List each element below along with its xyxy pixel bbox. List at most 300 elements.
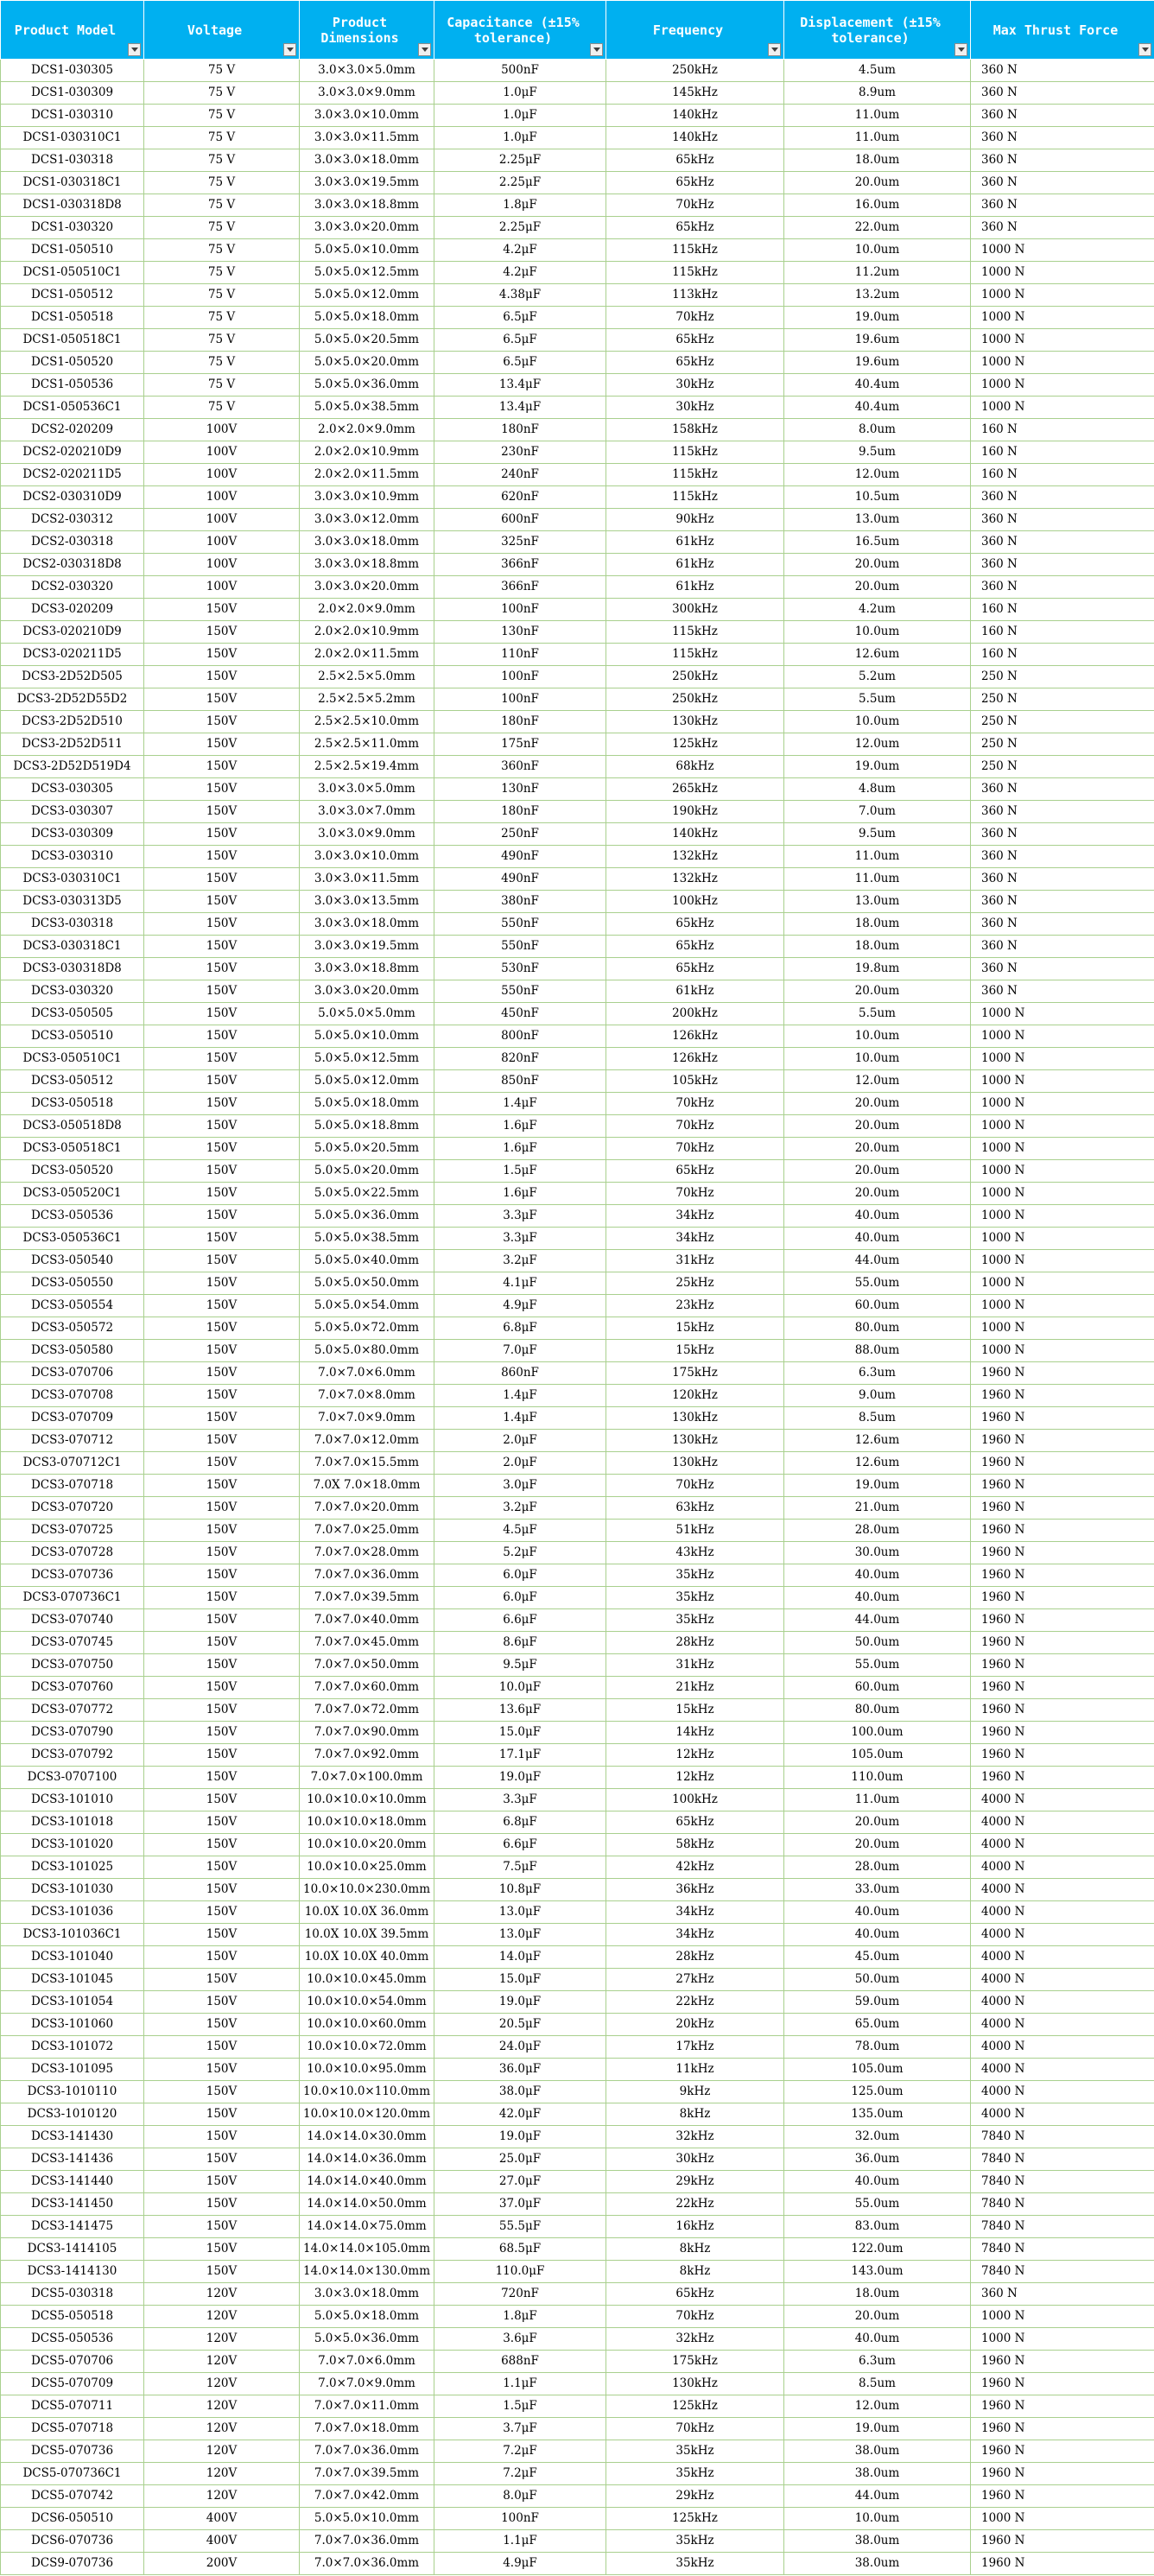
- cell-product-model[interactable]: DCS3-070740: [1, 1609, 144, 1632]
- cell-product-model[interactable]: DCS6-070736: [1, 2530, 144, 2553]
- cell-voltage[interactable]: 120V: [144, 2328, 300, 2351]
- cell-max-thrust-force[interactable]: 1960 N: [971, 1587, 1154, 1609]
- cell-displacement[interactable]: 20.0um: [784, 172, 971, 194]
- cell-max-thrust-force[interactable]: 1000 N: [971, 1205, 1154, 1228]
- cell-capacitance[interactable]: 4.9μF: [434, 2553, 606, 2575]
- cell-product-dimensions[interactable]: 7.0×7.0×50.0mm: [300, 1654, 434, 1677]
- cell-product-dimensions[interactable]: 5.0×5.0×10.0mm: [300, 2508, 434, 2530]
- cell-capacitance[interactable]: 13.4μF: [434, 374, 606, 397]
- cell-displacement[interactable]: 20.0um: [784, 2306, 971, 2328]
- cell-product-model[interactable]: DCS6-050510: [1, 2508, 144, 2530]
- cell-voltage[interactable]: 120V: [144, 2306, 300, 2328]
- cell-frequency[interactable]: 51kHz: [606, 1520, 784, 1542]
- cell-voltage[interactable]: 75 V: [144, 284, 300, 307]
- cell-capacitance[interactable]: 800nF: [434, 1025, 606, 1048]
- cell-frequency[interactable]: 70kHz: [606, 1093, 784, 1115]
- cell-displacement[interactable]: 5.2um: [784, 666, 971, 688]
- cell-frequency[interactable]: 22kHz: [606, 2193, 784, 2216]
- cell-product-dimensions[interactable]: 2.0×2.0×9.0mm: [300, 599, 434, 621]
- cell-product-dimensions[interactable]: 5.0×5.0×12.0mm: [300, 1070, 434, 1093]
- cell-frequency[interactable]: 25kHz: [606, 1272, 784, 1295]
- cell-capacitance[interactable]: 17.1μF: [434, 1744, 606, 1767]
- cell-displacement[interactable]: 88.0um: [784, 1340, 971, 1362]
- cell-max-thrust-force[interactable]: 1000 N: [971, 1138, 1154, 1160]
- cell-voltage[interactable]: 150V: [144, 1497, 300, 1520]
- cell-voltage[interactable]: 120V: [144, 2418, 300, 2440]
- cell-frequency[interactable]: 250kHz: [606, 688, 784, 711]
- cell-max-thrust-force[interactable]: 1000 N: [971, 1317, 1154, 1340]
- cell-max-thrust-force[interactable]: 1960 N: [971, 2485, 1154, 2508]
- cell-displacement[interactable]: 20.0um: [784, 1183, 971, 1205]
- cell-voltage[interactable]: 75 V: [144, 329, 300, 352]
- cell-frequency[interactable]: 158kHz: [606, 419, 784, 441]
- cell-voltage[interactable]: 75 V: [144, 60, 300, 82]
- cell-capacitance[interactable]: 38.0μF: [434, 2081, 606, 2103]
- cell-displacement[interactable]: 19.6um: [784, 352, 971, 374]
- cell-max-thrust-force[interactable]: 1000 N: [971, 1160, 1154, 1183]
- cell-displacement[interactable]: 38.0um: [784, 2440, 971, 2463]
- cell-displacement[interactable]: 38.0um: [784, 2530, 971, 2553]
- cell-voltage[interactable]: 150V: [144, 1789, 300, 1811]
- cell-product-model[interactable]: DCS5-070742: [1, 2485, 144, 2508]
- cell-max-thrust-force[interactable]: 1000 N: [971, 1003, 1154, 1025]
- cell-max-thrust-force[interactable]: 360 N: [971, 105, 1154, 127]
- cell-capacitance[interactable]: 3.3μF: [434, 1205, 606, 1228]
- cell-displacement[interactable]: 125.0um: [784, 2081, 971, 2103]
- cell-product-dimensions[interactable]: 3.0×3.0×5.0mm: [300, 778, 434, 801]
- cell-max-thrust-force[interactable]: 360 N: [971, 980, 1154, 1003]
- cell-max-thrust-force[interactable]: 160 N: [971, 599, 1154, 621]
- cell-voltage[interactable]: 150V: [144, 1048, 300, 1070]
- cell-capacitance[interactable]: 1.5μF: [434, 2395, 606, 2418]
- cell-voltage[interactable]: 150V: [144, 1969, 300, 1991]
- cell-displacement[interactable]: 11.0um: [784, 105, 971, 127]
- cell-voltage[interactable]: 150V: [144, 1228, 300, 1250]
- cell-displacement[interactable]: 8.0um: [784, 419, 971, 441]
- cell-product-dimensions[interactable]: 7.0×7.0×18.0mm: [300, 2418, 434, 2440]
- cell-product-model[interactable]: DCS3-070728: [1, 1542, 144, 1564]
- cell-product-model[interactable]: DCS3-050518C1: [1, 1138, 144, 1160]
- cell-max-thrust-force[interactable]: 1960 N: [971, 1497, 1154, 1520]
- cell-product-dimensions[interactable]: 3.0×3.0×19.5mm: [300, 936, 434, 958]
- cell-displacement[interactable]: 18.0um: [784, 149, 971, 172]
- cell-max-thrust-force[interactable]: 1000 N: [971, 1272, 1154, 1295]
- cell-frequency[interactable]: 17kHz: [606, 2036, 784, 2059]
- cell-capacitance[interactable]: 4.38μF: [434, 284, 606, 307]
- filter-dropdown-icon[interactable]: [283, 43, 296, 56]
- cell-product-model[interactable]: DCS1-050520: [1, 352, 144, 374]
- cell-frequency[interactable]: 8kHz: [606, 2261, 784, 2283]
- cell-capacitance[interactable]: 19.0μF: [434, 1991, 606, 2014]
- cell-displacement[interactable]: 13.0um: [784, 509, 971, 531]
- cell-displacement[interactable]: 28.0um: [784, 1520, 971, 1542]
- cell-product-model[interactable]: DCS3-050518: [1, 1093, 144, 1115]
- cell-frequency[interactable]: 30kHz: [606, 2148, 784, 2171]
- cell-frequency[interactable]: 125kHz: [606, 2395, 784, 2418]
- cell-product-dimensions[interactable]: 7.0×7.0×20.0mm: [300, 1497, 434, 1520]
- cell-capacitance[interactable]: 13.4μF: [434, 397, 606, 419]
- cell-voltage[interactable]: 120V: [144, 2463, 300, 2485]
- cell-voltage[interactable]: 150V: [144, 980, 300, 1003]
- cell-capacitance[interactable]: 10.8μF: [434, 1879, 606, 1901]
- cell-capacitance[interactable]: 13.0μF: [434, 1901, 606, 1924]
- cell-max-thrust-force[interactable]: 1960 N: [971, 1407, 1154, 1430]
- cell-max-thrust-force[interactable]: 360 N: [971, 554, 1154, 576]
- cell-frequency[interactable]: 34kHz: [606, 1228, 784, 1250]
- cell-frequency[interactable]: 8kHz: [606, 2103, 784, 2126]
- cell-product-model[interactable]: DCS3-070760: [1, 1677, 144, 1699]
- cell-capacitance[interactable]: 1.6μF: [434, 1115, 606, 1138]
- cell-capacitance[interactable]: 1.6μF: [434, 1183, 606, 1205]
- cell-max-thrust-force[interactable]: 1000 N: [971, 2508, 1154, 2530]
- cell-product-model[interactable]: DCS2-030318D8: [1, 554, 144, 576]
- cell-capacitance[interactable]: 68.5μF: [434, 2238, 606, 2261]
- cell-displacement[interactable]: 12.0um: [784, 2395, 971, 2418]
- cell-voltage[interactable]: 150V: [144, 1587, 300, 1609]
- cell-voltage[interactable]: 150V: [144, 1834, 300, 1856]
- cell-frequency[interactable]: 31kHz: [606, 1654, 784, 1677]
- cell-product-dimensions[interactable]: 2.0×2.0×11.5mm: [300, 644, 434, 666]
- cell-capacitance[interactable]: 1.6μF: [434, 1138, 606, 1160]
- cell-frequency[interactable]: 140kHz: [606, 105, 784, 127]
- cell-displacement[interactable]: 16.0um: [784, 194, 971, 217]
- cell-voltage[interactable]: 150V: [144, 666, 300, 688]
- cell-frequency[interactable]: 70kHz: [606, 307, 784, 329]
- cell-product-model[interactable]: DCS1-030310: [1, 105, 144, 127]
- cell-frequency[interactable]: 115kHz: [606, 644, 784, 666]
- cell-max-thrust-force[interactable]: 1960 N: [971, 1362, 1154, 1385]
- cell-product-model[interactable]: DCS3-050536C1: [1, 1228, 144, 1250]
- cell-product-dimensions[interactable]: 2.0×2.0×9.0mm: [300, 419, 434, 441]
- cell-max-thrust-force[interactable]: 1000 N: [971, 239, 1154, 262]
- cell-product-model[interactable]: DCS3-030318C1: [1, 936, 144, 958]
- cell-frequency[interactable]: 58kHz: [606, 1834, 784, 1856]
- cell-max-thrust-force[interactable]: 1960 N: [971, 1744, 1154, 1767]
- cell-displacement[interactable]: 65.0um: [784, 2014, 971, 2036]
- cell-voltage[interactable]: 150V: [144, 2238, 300, 2261]
- cell-capacitance[interactable]: 1.5μF: [434, 1160, 606, 1183]
- cell-displacement[interactable]: 122.0um: [784, 2238, 971, 2261]
- cell-capacitance[interactable]: 37.0μF: [434, 2193, 606, 2216]
- cell-frequency[interactable]: 35kHz: [606, 2440, 784, 2463]
- cell-frequency[interactable]: 36kHz: [606, 1879, 784, 1901]
- cell-product-dimensions[interactable]: 7.0×7.0×39.5mm: [300, 2463, 434, 2485]
- cell-capacitance[interactable]: 9.5μF: [434, 1654, 606, 1677]
- cell-product-model[interactable]: DCS5-030318: [1, 2283, 144, 2306]
- cell-displacement[interactable]: 10.0um: [784, 239, 971, 262]
- cell-displacement[interactable]: 80.0um: [784, 1317, 971, 1340]
- cell-capacitance[interactable]: 2.0μF: [434, 1452, 606, 1475]
- cell-voltage[interactable]: 200V: [144, 2553, 300, 2575]
- cell-frequency[interactable]: 65kHz: [606, 329, 784, 352]
- cell-product-model[interactable]: DCS5-050518: [1, 2306, 144, 2328]
- cell-product-dimensions[interactable]: 5.0×5.0×40.0mm: [300, 1250, 434, 1272]
- cell-voltage[interactable]: 100V: [144, 509, 300, 531]
- cell-capacitance[interactable]: 1.4μF: [434, 1093, 606, 1115]
- cell-capacitance[interactable]: 4.9μF: [434, 1295, 606, 1317]
- cell-product-model[interactable]: DCS3-070745: [1, 1632, 144, 1654]
- cell-max-thrust-force[interactable]: 360 N: [971, 576, 1154, 599]
- cell-product-model[interactable]: DCS5-070736C1: [1, 2463, 144, 2485]
- cell-voltage[interactable]: 150V: [144, 688, 300, 711]
- cell-capacitance[interactable]: 20.5μF: [434, 2014, 606, 2036]
- cell-displacement[interactable]: 60.0um: [784, 1677, 971, 1699]
- cell-max-thrust-force[interactable]: 160 N: [971, 464, 1154, 486]
- cell-product-dimensions[interactable]: 5.0×5.0×20.0mm: [300, 1160, 434, 1183]
- cell-capacitance[interactable]: 3.2μF: [434, 1250, 606, 1272]
- cell-product-model[interactable]: DCS3-0707100: [1, 1767, 144, 1789]
- cell-frequency[interactable]: 90kHz: [606, 509, 784, 531]
- cell-displacement[interactable]: 13.2um: [784, 284, 971, 307]
- filter-dropdown-icon[interactable]: [128, 43, 141, 56]
- cell-product-dimensions[interactable]: 3.0×3.0×10.0mm: [300, 105, 434, 127]
- cell-frequency[interactable]: 145kHz: [606, 82, 784, 105]
- cell-max-thrust-force[interactable]: 250 N: [971, 711, 1154, 733]
- cell-displacement[interactable]: 55.0um: [784, 1272, 971, 1295]
- cell-capacitance[interactable]: 4.1μF: [434, 1272, 606, 1295]
- cell-product-model[interactable]: DCS3-2D52D511: [1, 733, 144, 756]
- cell-capacitance[interactable]: 110.0μF: [434, 2261, 606, 2283]
- cell-product-dimensions[interactable]: 5.0×5.0×20.5mm: [300, 329, 434, 352]
- cell-capacitance[interactable]: 15.0μF: [434, 1969, 606, 1991]
- cell-max-thrust-force[interactable]: 1000 N: [971, 307, 1154, 329]
- cell-frequency[interactable]: 65kHz: [606, 149, 784, 172]
- cell-displacement[interactable]: 12.0um: [784, 1070, 971, 1093]
- cell-voltage[interactable]: 150V: [144, 1138, 300, 1160]
- cell-max-thrust-force[interactable]: 1960 N: [971, 2418, 1154, 2440]
- cell-product-model[interactable]: DCS3-141450: [1, 2193, 144, 2216]
- cell-product-model[interactable]: DCS3-1414130: [1, 2261, 144, 2283]
- cell-frequency[interactable]: 132kHz: [606, 868, 784, 891]
- cell-product-dimensions[interactable]: 7.0×7.0×36.0mm: [300, 2530, 434, 2553]
- cell-frequency[interactable]: 68kHz: [606, 756, 784, 778]
- cell-voltage[interactable]: 150V: [144, 644, 300, 666]
- cell-voltage[interactable]: 150V: [144, 621, 300, 644]
- cell-product-model[interactable]: DCS3-070708: [1, 1385, 144, 1407]
- cell-product-model[interactable]: DCS3-070736C1: [1, 1587, 144, 1609]
- cell-capacitance[interactable]: 360nF: [434, 756, 606, 778]
- cell-product-dimensions[interactable]: 3.0×3.0×11.5mm: [300, 868, 434, 891]
- cell-voltage[interactable]: 150V: [144, 1317, 300, 1340]
- cell-displacement[interactable]: 18.0um: [784, 936, 971, 958]
- cell-frequency[interactable]: 65kHz: [606, 958, 784, 980]
- cell-displacement[interactable]: 83.0um: [784, 2216, 971, 2238]
- cell-max-thrust-force[interactable]: 4000 N: [971, 2036, 1154, 2059]
- cell-product-dimensions[interactable]: 3.0×3.0×18.0mm: [300, 2283, 434, 2306]
- cell-capacitance[interactable]: 27.0μF: [434, 2171, 606, 2193]
- cell-max-thrust-force[interactable]: 4000 N: [971, 1946, 1154, 1969]
- cell-max-thrust-force[interactable]: 4000 N: [971, 1811, 1154, 1834]
- cell-product-dimensions[interactable]: 7.0X 7.0×18.0mm: [300, 1475, 434, 1497]
- cell-voltage[interactable]: 150V: [144, 1609, 300, 1632]
- cell-product-model[interactable]: DCS2-030320: [1, 576, 144, 599]
- cell-displacement[interactable]: 55.0um: [784, 2193, 971, 2216]
- cell-product-dimensions[interactable]: 7.0×7.0×39.5mm: [300, 1587, 434, 1609]
- cell-frequency[interactable]: 65kHz: [606, 936, 784, 958]
- cell-product-dimensions[interactable]: 7.0×7.0×36.0mm: [300, 2553, 434, 2575]
- cell-product-dimensions[interactable]: 3.0×3.0×18.0mm: [300, 149, 434, 172]
- cell-max-thrust-force[interactable]: 360 N: [971, 194, 1154, 217]
- cell-voltage[interactable]: 120V: [144, 2485, 300, 2508]
- cell-voltage[interactable]: 150V: [144, 1991, 300, 2014]
- cell-product-model[interactable]: DCS3-070736: [1, 1564, 144, 1587]
- cell-product-dimensions[interactable]: 2.5×2.5×10.0mm: [300, 711, 434, 733]
- cell-max-thrust-force[interactable]: 360 N: [971, 778, 1154, 801]
- cell-capacitance[interactable]: 550nF: [434, 980, 606, 1003]
- cell-max-thrust-force[interactable]: 1960 N: [971, 1722, 1154, 1744]
- cell-max-thrust-force[interactable]: 1000 N: [971, 1025, 1154, 1048]
- cell-displacement[interactable]: 28.0um: [784, 1856, 971, 1879]
- cell-displacement[interactable]: 40.0um: [784, 1924, 971, 1946]
- cell-voltage[interactable]: 150V: [144, 868, 300, 891]
- cell-voltage[interactable]: 150V: [144, 733, 300, 756]
- cell-max-thrust-force[interactable]: 4000 N: [971, 1879, 1154, 1901]
- cell-frequency[interactable]: 130kHz: [606, 1452, 784, 1475]
- cell-product-dimensions[interactable]: 2.5×2.5×5.0mm: [300, 666, 434, 688]
- cell-voltage[interactable]: 150V: [144, 1811, 300, 1834]
- cell-displacement[interactable]: 6.3um: [784, 1362, 971, 1385]
- cell-frequency[interactable]: 21kHz: [606, 1677, 784, 1699]
- cell-voltage[interactable]: 75 V: [144, 307, 300, 329]
- cell-voltage[interactable]: 120V: [144, 2440, 300, 2463]
- cell-product-dimensions[interactable]: 2.0×2.0×11.5mm: [300, 464, 434, 486]
- cell-displacement[interactable]: 55.0um: [784, 1654, 971, 1677]
- cell-displacement[interactable]: 143.0um: [784, 2261, 971, 2283]
- cell-product-dimensions[interactable]: 5.0×5.0×22.5mm: [300, 1183, 434, 1205]
- cell-capacitance[interactable]: 2.0μF: [434, 1430, 606, 1452]
- cell-max-thrust-force[interactable]: 4000 N: [971, 2014, 1154, 2036]
- cell-capacitance[interactable]: 175nF: [434, 733, 606, 756]
- cell-max-thrust-force[interactable]: 360 N: [971, 172, 1154, 194]
- cell-product-dimensions[interactable]: 10.0×10.0×230.0mm: [300, 1879, 434, 1901]
- cell-voltage[interactable]: 150V: [144, 1879, 300, 1901]
- cell-product-dimensions[interactable]: 3.0×3.0×10.9mm: [300, 486, 434, 509]
- cell-displacement[interactable]: 38.0um: [784, 2553, 971, 2575]
- cell-voltage[interactable]: 150V: [144, 1924, 300, 1946]
- cell-product-dimensions[interactable]: 10.0X 10.0X 40.0mm: [300, 1946, 434, 1969]
- cell-max-thrust-force[interactable]: 160 N: [971, 621, 1154, 644]
- cell-frequency[interactable]: 130kHz: [606, 711, 784, 733]
- cell-product-model[interactable]: DCS3-2D52D55D2: [1, 688, 144, 711]
- cell-capacitance[interactable]: 6.5μF: [434, 329, 606, 352]
- cell-product-model[interactable]: DCS3-141430: [1, 2126, 144, 2148]
- cell-capacitance[interactable]: 55.5μF: [434, 2216, 606, 2238]
- cell-capacitance[interactable]: 3.3μF: [434, 1228, 606, 1250]
- cell-capacitance[interactable]: 4.5μF: [434, 1520, 606, 1542]
- cell-capacitance[interactable]: 100nF: [434, 599, 606, 621]
- cell-product-dimensions[interactable]: 5.0×5.0×36.0mm: [300, 1205, 434, 1228]
- cell-max-thrust-force[interactable]: 360 N: [971, 149, 1154, 172]
- cell-voltage[interactable]: 150V: [144, 2103, 300, 2126]
- cell-voltage[interactable]: 75 V: [144, 194, 300, 217]
- cell-product-dimensions[interactable]: 5.0×5.0×10.0mm: [300, 1025, 434, 1048]
- cell-product-model[interactable]: DCS3-141440: [1, 2171, 144, 2193]
- cell-frequency[interactable]: 100kHz: [606, 891, 784, 913]
- cell-frequency[interactable]: 175kHz: [606, 1362, 784, 1385]
- cell-product-model[interactable]: DCS3-050550: [1, 1272, 144, 1295]
- cell-displacement[interactable]: 18.0um: [784, 2283, 971, 2306]
- cell-capacitance[interactable]: 1.0μF: [434, 105, 606, 127]
- cell-displacement[interactable]: 105.0um: [784, 2059, 971, 2081]
- cell-displacement[interactable]: 135.0um: [784, 2103, 971, 2126]
- cell-voltage[interactable]: 150V: [144, 1722, 300, 1744]
- cell-product-model[interactable]: DCS3-050510C1: [1, 1048, 144, 1070]
- cell-product-dimensions[interactable]: 3.0×3.0×10.0mm: [300, 846, 434, 868]
- cell-product-dimensions[interactable]: 3.0×3.0×9.0mm: [300, 82, 434, 105]
- cell-capacitance[interactable]: 6.0μF: [434, 1587, 606, 1609]
- cell-displacement[interactable]: 50.0um: [784, 1632, 971, 1654]
- cell-displacement[interactable]: 105.0um: [784, 1744, 971, 1767]
- cell-max-thrust-force[interactable]: 360 N: [971, 509, 1154, 531]
- cell-voltage[interactable]: 150V: [144, 778, 300, 801]
- cell-product-model[interactable]: DCS3-050510: [1, 1025, 144, 1048]
- cell-frequency[interactable]: 125kHz: [606, 2508, 784, 2530]
- cell-displacement[interactable]: 100.0um: [784, 1722, 971, 1744]
- cell-voltage[interactable]: 75 V: [144, 217, 300, 239]
- cell-capacitance[interactable]: 6.6μF: [434, 1834, 606, 1856]
- cell-product-model[interactable]: DCS2-030312: [1, 509, 144, 531]
- cell-product-model[interactable]: DCS3-070718: [1, 1475, 144, 1497]
- cell-max-thrust-force[interactable]: 250 N: [971, 756, 1154, 778]
- cell-max-thrust-force[interactable]: 1000 N: [971, 2328, 1154, 2351]
- cell-max-thrust-force[interactable]: 360 N: [971, 868, 1154, 891]
- cell-frequency[interactable]: 115kHz: [606, 486, 784, 509]
- cell-displacement[interactable]: 16.5um: [784, 531, 971, 554]
- cell-displacement[interactable]: 20.0um: [784, 1138, 971, 1160]
- cell-displacement[interactable]: 38.0um: [784, 2463, 971, 2485]
- cell-product-dimensions[interactable]: 3.0×3.0×19.5mm: [300, 172, 434, 194]
- cell-voltage[interactable]: 150V: [144, 1654, 300, 1677]
- cell-product-dimensions[interactable]: 7.0×7.0×45.0mm: [300, 1632, 434, 1654]
- cell-max-thrust-force[interactable]: 1960 N: [971, 2373, 1154, 2395]
- cell-capacitance[interactable]: 1.8μF: [434, 2306, 606, 2328]
- cell-product-model[interactable]: DCS3-050536: [1, 1205, 144, 1228]
- cell-product-dimensions[interactable]: 5.0×5.0×72.0mm: [300, 1317, 434, 1340]
- cell-frequency[interactable]: 30kHz: [606, 397, 784, 419]
- cell-frequency[interactable]: 32kHz: [606, 2126, 784, 2148]
- cell-capacitance[interactable]: 500nF: [434, 60, 606, 82]
- cell-displacement[interactable]: 4.2um: [784, 599, 971, 621]
- cell-capacitance[interactable]: 13.6μF: [434, 1699, 606, 1722]
- cell-product-dimensions[interactable]: 14.0×14.0×75.0mm: [300, 2216, 434, 2238]
- cell-product-dimensions[interactable]: 3.0×3.0×12.0mm: [300, 509, 434, 531]
- cell-displacement[interactable]: 40.4um: [784, 397, 971, 419]
- cell-frequency[interactable]: 15kHz: [606, 1340, 784, 1362]
- cell-max-thrust-force[interactable]: 1000 N: [971, 2306, 1154, 2328]
- cell-voltage[interactable]: 120V: [144, 2395, 300, 2418]
- cell-product-dimensions[interactable]: 3.0×3.0×18.0mm: [300, 531, 434, 554]
- cell-max-thrust-force[interactable]: 4000 N: [971, 2059, 1154, 2081]
- cell-frequency[interactable]: 15kHz: [606, 1699, 784, 1722]
- cell-product-dimensions[interactable]: 5.0×5.0×20.5mm: [300, 1138, 434, 1160]
- cell-displacement[interactable]: 8.5um: [784, 2373, 971, 2395]
- cell-max-thrust-force[interactable]: 1000 N: [971, 1295, 1154, 1317]
- cell-max-thrust-force[interactable]: 1960 N: [971, 2463, 1154, 2485]
- cell-voltage[interactable]: 150V: [144, 1430, 300, 1452]
- cell-product-model[interactable]: DCS3-141436: [1, 2148, 144, 2171]
- cell-capacitance[interactable]: 6.0μF: [434, 1564, 606, 1587]
- cell-max-thrust-force[interactable]: 1000 N: [971, 1070, 1154, 1093]
- cell-displacement[interactable]: 11.0um: [784, 127, 971, 149]
- cell-displacement[interactable]: 20.0um: [784, 576, 971, 599]
- cell-product-dimensions[interactable]: 7.0×7.0×15.5mm: [300, 1452, 434, 1475]
- cell-displacement[interactable]: 19.0um: [784, 1475, 971, 1497]
- cell-product-model[interactable]: DCS5-070709: [1, 2373, 144, 2395]
- cell-voltage[interactable]: 150V: [144, 2126, 300, 2148]
- cell-product-dimensions[interactable]: 3.0×3.0×18.0mm: [300, 913, 434, 936]
- cell-voltage[interactable]: 150V: [144, 1340, 300, 1362]
- cell-voltage[interactable]: 150V: [144, 1901, 300, 1924]
